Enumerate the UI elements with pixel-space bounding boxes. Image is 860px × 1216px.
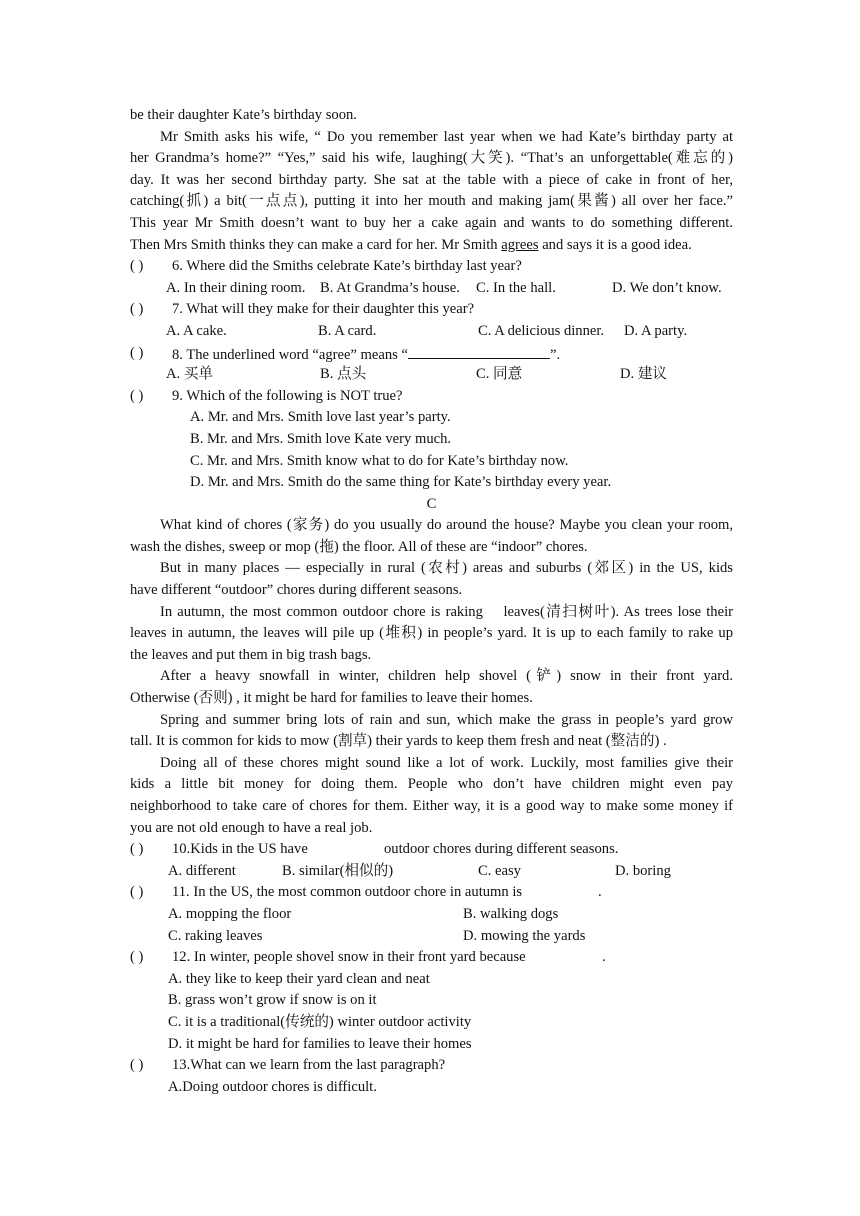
passage-line: you are not old enough to have a real job. xyxy=(130,819,373,836)
passage-line: But in many places — especially in rural (农村) areas and suburbs (郊区) in the US, kids xyxy=(160,560,733,577)
answer-paren[interactable]: ( ) xyxy=(130,301,144,318)
passage-line: wash the dishes, sweep or mop (拖) the floor. All of these are “indoor” chores. xyxy=(130,538,588,555)
answer-paren[interactable]: ( ) xyxy=(130,344,144,361)
option-a: A. they like to keep their yard clean and neat xyxy=(168,970,430,987)
options-row xyxy=(130,926,733,948)
passage-line: kids a little bit money for doing them. People who don’t have children might even pay xyxy=(130,776,733,793)
option-c: C. 同意 xyxy=(476,366,523,383)
question-7 xyxy=(130,299,733,321)
passage-line: have different “outdoor” chores during different seasons. xyxy=(130,582,463,599)
options-row xyxy=(130,904,733,926)
option-d: D. Mr. and Mrs. Smith do the same thing for Kate’s birthday every year. xyxy=(190,474,612,491)
passage-line: Otherwise (否则) , it might be hard for families to leave their homes. xyxy=(130,690,533,707)
option-d: D. We don’t know. xyxy=(612,279,722,296)
option-d: D. boring xyxy=(615,862,671,879)
worksheet-page xyxy=(130,105,733,1098)
options-row xyxy=(130,861,733,883)
option-d: D. it might be hard for families to leave their homes xyxy=(168,1035,472,1052)
answer-paren[interactable]: ( ) xyxy=(130,884,144,901)
options-row xyxy=(130,321,733,343)
option-b: B. At Grandma’s house. xyxy=(320,279,460,296)
question-text: 7. What will they make for their daughter this year? xyxy=(172,301,475,318)
question-text: 13.What can we learn from the last paragraph? xyxy=(172,1057,446,1074)
question-text: 9. Which of the following is NOT true? xyxy=(172,387,403,404)
passage-line: Then Mrs Smith thinks they can make a card for her. Mr Smith agrees and says it is a good idea. xyxy=(130,236,692,253)
passage-line: be their daughter Kate’s birthday soon. xyxy=(130,107,357,123)
passage-line: What kind of chores (家务) do you usually do around the house? Maybe you clean your room, xyxy=(160,517,733,534)
option-d: D. A party. xyxy=(624,322,688,339)
passage-line: Mr Smith asks his wife, “ Do you remember last year when we had Kate’s birthday party at xyxy=(160,128,733,145)
section-heading: C xyxy=(426,495,437,512)
passage-line: catching(抓) a bit(一点点), putting it into her mouth and making jam(果酱) all over her face.” xyxy=(130,193,733,210)
question-8 xyxy=(130,343,733,365)
passage-line: neighborhood to take care of chores for them. Either way, it is a good way to make some money if xyxy=(130,798,733,814)
option-c: C. A delicious dinner. xyxy=(478,322,605,339)
option-b: B. A card. xyxy=(318,322,377,339)
option-c: C. easy xyxy=(478,862,521,879)
option-d: D. mowing the yards xyxy=(463,927,586,944)
passage-line: This year Mr Smith doesn’t want to buy her a cake again and wants to do something different. xyxy=(130,214,733,231)
answer-paren[interactable]: ( ) xyxy=(130,841,144,858)
passage-line: day. It was her second birthday party. She sat at the table with a piece of cake in front of her, xyxy=(130,171,733,188)
option-b: B. walking dogs xyxy=(463,905,559,922)
option-b: B. grass won’t grow if snow is on it xyxy=(168,992,377,1009)
question-11 xyxy=(130,882,733,904)
option-a: A. Mr. and Mrs. Smith love last year’s party. xyxy=(190,409,451,426)
option-b: B. Mr. and Mrs. Smith love Kate very much. xyxy=(190,430,452,447)
question-6 xyxy=(130,256,733,278)
option-b: B. similar(相似的) xyxy=(282,862,394,879)
passage-line: leaves in autumn, the leaves will pile up (堆积) in people’s yard. It is up to each family to rake up xyxy=(130,625,733,642)
question-9 xyxy=(130,386,733,408)
question-text-tail: outdoor chores during different seasons. xyxy=(384,841,619,858)
question-text: 10.Kids in the US have xyxy=(172,841,308,858)
option-a: A.Doing outdoor chores is difficult. xyxy=(168,1078,377,1095)
answer-paren[interactable]: ( ) xyxy=(130,949,144,966)
question-10 xyxy=(130,839,733,861)
question-12 xyxy=(130,947,733,969)
option-b: B. 点头 xyxy=(320,366,367,383)
option-c: C. Mr. and Mrs. Smith know what to do for Kate’s birthday now. xyxy=(190,452,569,469)
option-c: C. In the hall. xyxy=(476,279,556,296)
option-c: C. raking leaves xyxy=(168,927,263,944)
question-text: 6. Where did the Smiths celebrate Kate’s birthday last year? xyxy=(172,258,522,275)
options-row xyxy=(130,364,733,386)
passage-line: After a heavy snowfall in winter, children help shovel (铲) snow in their front yard. xyxy=(160,668,733,685)
option-a: A. 买单 xyxy=(166,366,214,383)
question-text: 8. The underlined word “agree” means “ ”. xyxy=(172,343,560,367)
answer-paren[interactable]: ( ) xyxy=(130,1057,144,1074)
question-13 xyxy=(130,1055,733,1077)
question-text-tail: . xyxy=(598,884,602,901)
option-d: D. 建议 xyxy=(620,366,668,383)
passage-line: Doing all of these chores might sound like a lot of work. Luckily, most families give their xyxy=(160,754,733,771)
underlined-word: agrees xyxy=(501,236,539,253)
question-text: 12. In winter, people shovel snow in their front yard because xyxy=(172,949,526,966)
option-c: C. it is a traditional(传统的) winter outdoor activity xyxy=(168,1013,472,1030)
option-a: A. In their dining room. xyxy=(166,279,306,296)
option-a: A. A cake. xyxy=(166,322,227,339)
passage-line: Spring and summer bring lots of rain and sun, which make the grass in people’s yard grow xyxy=(160,711,733,728)
question-text-tail: . xyxy=(602,949,606,966)
option-a: A. mopping the floor xyxy=(168,905,292,922)
passage-line: her Grandma’s home?” “Yes,” said his wife, laughing(大笑). “That’s an unforgettable(难忘的) xyxy=(130,150,733,167)
question-text: 11. In the US, the most common outdoor chore in autumn is xyxy=(172,884,523,901)
answer-paren[interactable]: ( ) xyxy=(130,387,144,404)
options-row xyxy=(130,278,733,300)
passage-line: In autumn, the most common outdoor chore is raking leaves(清扫树叶). As trees lose their xyxy=(160,603,733,620)
passage-line: tall. It is common for kids to mow (割草) their yards to keep them fresh and neat (整洁的) . xyxy=(130,733,667,750)
option-a: A. different xyxy=(168,862,236,879)
answer-blank[interactable] xyxy=(408,343,550,359)
answer-paren[interactable]: ( ) xyxy=(130,258,144,275)
passage-line: the leaves and put them in big trash bags. xyxy=(130,646,372,663)
